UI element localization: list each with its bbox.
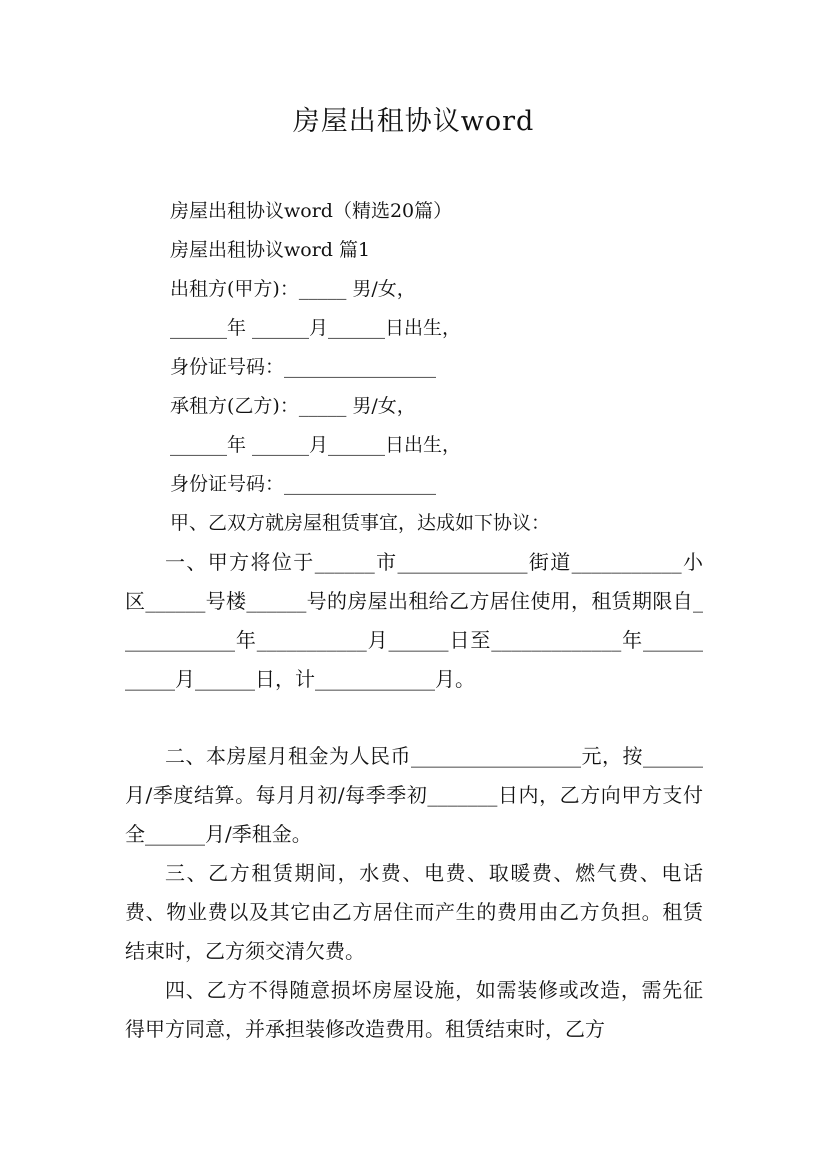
section-heading: 房屋出租协议word 篇1 (170, 239, 371, 261)
lessor-id-line: 身份证号码：________________ (170, 356, 437, 378)
lessor-line: 出租方(甲方)：_____ 男/女， (170, 278, 416, 300)
lessee-line: 承租方(乙方)：_____ 男/女， (170, 395, 416, 417)
clause-1-paragraph: 一、甲方将位于______市_____________街道___________小区______号楼______号的房屋出租给乙方居住使用，租赁期限自____________年___________月______日至_____________年___________月______日，计____________月。 (125, 550, 703, 691)
agreement-intro-line: 甲、乙双方就房屋租赁事宜，达成如下协议： (170, 512, 551, 534)
clause-3-paragraph: 三、乙方租赁期间，水费、电费、取暖费、燃气费、电话费、物业费以及其它由乙方居住而产生的费用由乙方负担。租赁结束时，乙方须交清欠费。 (125, 861, 703, 963)
clause-4-paragraph: 四、乙方不得随意损坏房屋设施，如需装修或改造，需先征得甲方同意，并承担装修改造费用。租赁结束时，乙方 (125, 978, 703, 1041)
document-title: 房屋出租协议word (292, 106, 535, 137)
document-subtitle: 房屋出租协议word（精选20篇） (170, 200, 453, 222)
lessee-id-line: 身份证号码：________________ (170, 473, 437, 495)
lessee-birthdate-line: ______年 ______月______日出生， (170, 434, 462, 456)
lessor-birthdate-line: ______年 ______月______日出生， (170, 317, 462, 339)
clause-2-paragraph: 二、本房屋月租金为人民币_________________元，按______月/季度结算。每月月初/每季季初_______日内，乙方向甲方支付全______月/季租金。 (125, 744, 703, 846)
